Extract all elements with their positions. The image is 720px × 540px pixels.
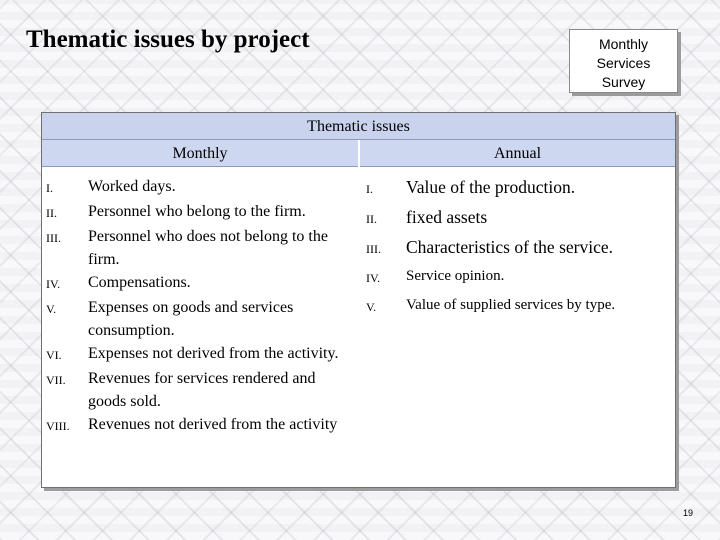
list-item [366, 265, 671, 290]
thematic-issues-table [41, 112, 676, 488]
survey-badge [569, 29, 678, 93]
item-text: Revenues not derived from the activity [88, 416, 338, 433]
list-item [366, 205, 671, 231]
item-text: Value of the production. [406, 177, 576, 197]
item-number: VII. [46, 373, 66, 387]
item-number: I. [366, 182, 373, 196]
page-number: 19 [683, 508, 694, 518]
item-number: III. [46, 231, 61, 245]
annual-issues-list [366, 175, 671, 319]
slide-title: Thematic issues by project [26, 26, 310, 53]
survey-badge-line: Services [596, 55, 651, 71]
item-text: Compensations. [88, 274, 191, 291]
item-number: III. [366, 242, 381, 256]
survey-badge-line: Survey [601, 74, 646, 90]
monthly-column-header: Monthly [42, 140, 358, 167]
item-number: IV. [366, 271, 381, 285]
item-text: Expenses not derived from the activity. [88, 345, 339, 362]
list-item [366, 175, 671, 201]
list-item [366, 294, 671, 319]
item-number: I. [46, 181, 53, 195]
item-text: Revenues for services rendered and goods sold. [88, 370, 316, 410]
item-number: VI. [46, 348, 62, 362]
item-text: Characteristics of the service. [406, 237, 613, 257]
item-number: II. [366, 212, 377, 226]
item-text: Personnel who belong to the firm. [88, 203, 306, 220]
list-item [46, 200, 346, 225]
survey-badge-line: Monthly [598, 36, 649, 52]
item-text: Value of supplied services by type. [406, 297, 616, 313]
item-number: II. [46, 206, 57, 220]
monthly-issues-list [46, 175, 346, 438]
list-item [46, 175, 346, 200]
list-item [46, 271, 346, 296]
annual-column-header: Annual [360, 140, 675, 167]
item-number: V. [46, 302, 57, 316]
item-text: Expenses on goods and services consumption. [88, 299, 294, 339]
item-text: Personnel who does not belong to the firm. [88, 228, 328, 268]
column-header-row [42, 140, 675, 170]
table-heading: Thematic issues [42, 113, 675, 140]
item-number: V. [366, 300, 377, 314]
list-item [46, 367, 346, 413]
list-item [46, 296, 346, 342]
item-text: Worked days. [88, 178, 176, 195]
item-number: VIII. [46, 419, 70, 433]
list-item [46, 342, 346, 367]
item-text: fixed assets [406, 207, 488, 227]
item-text: Service opinion. [406, 268, 505, 284]
list-item [46, 413, 346, 438]
list-item [366, 235, 671, 261]
item-number: IV. [46, 277, 61, 291]
list-item [46, 225, 346, 271]
